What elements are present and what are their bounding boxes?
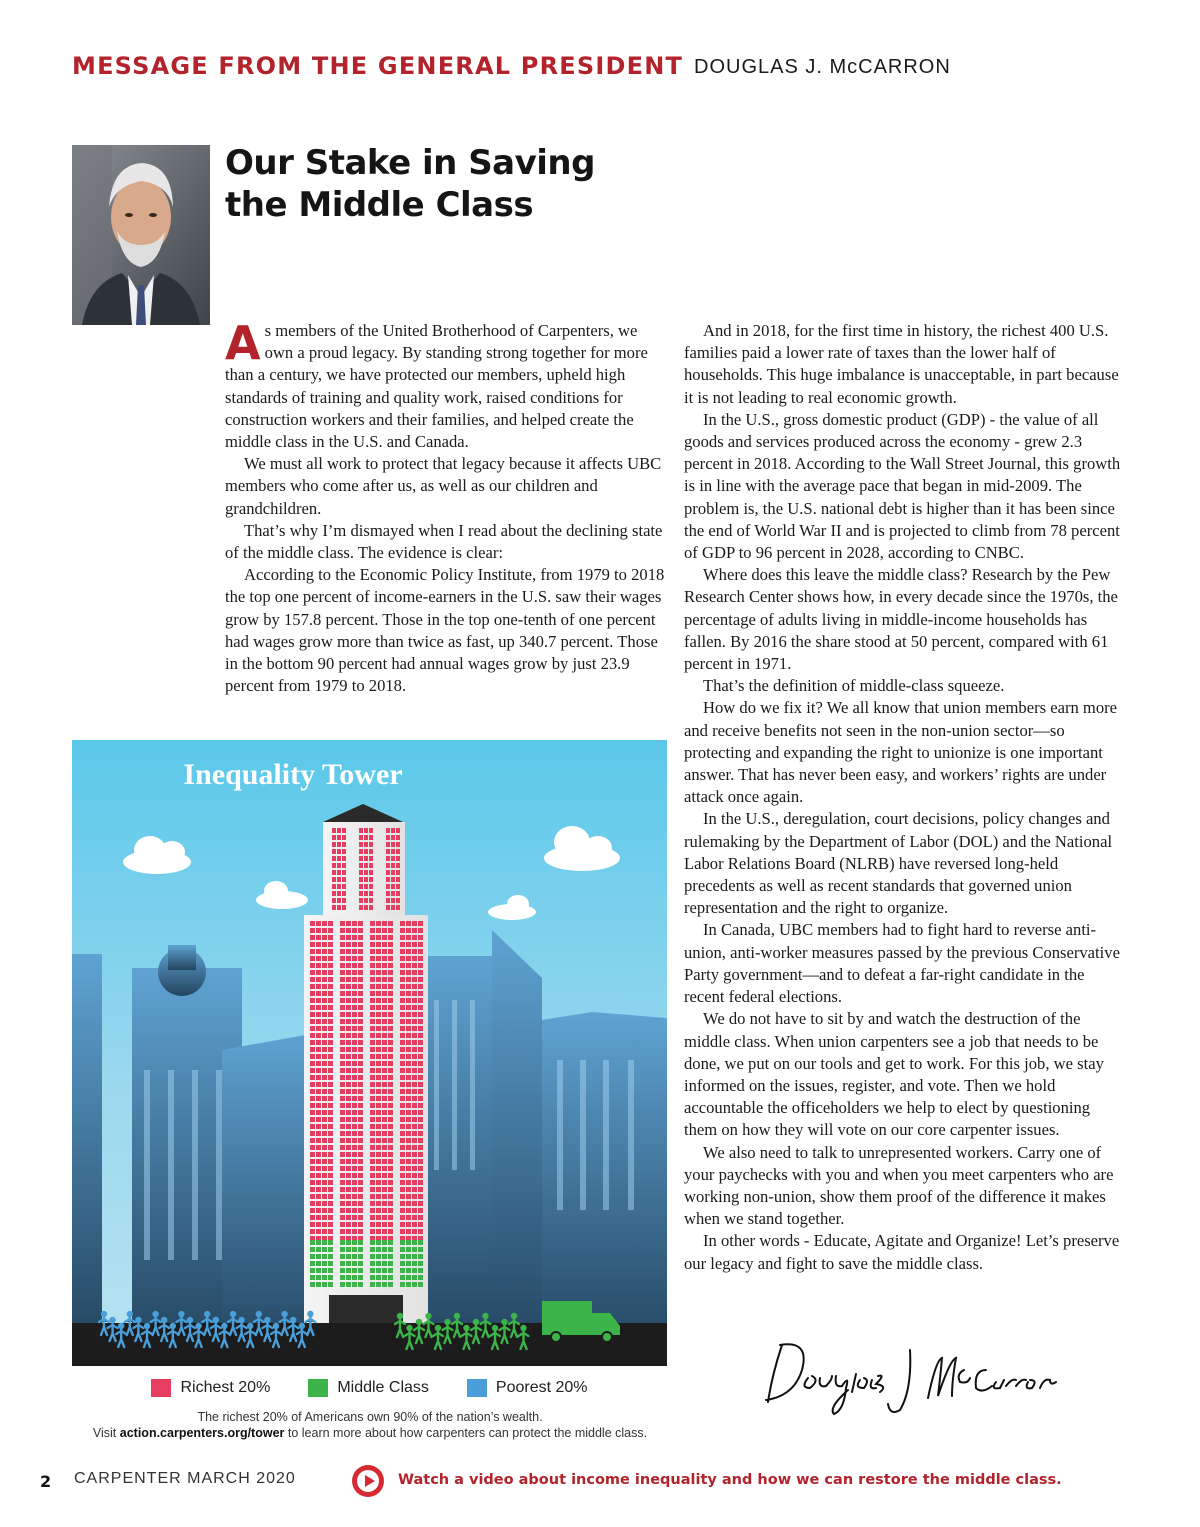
- tower-link[interactable]: action.carpenters.org/tower: [119, 1426, 285, 1440]
- paragraph: Where does this leave the middle class? Research by the Pew Research Center shows how, in every decade since the 1970s, the percentage of adults living in middle-income households has fallen. By 2016 the share stood at 50 percent, compared with 61 percent in 1971.: [684, 565, 1118, 674]
- legend-label: Richest 20%: [180, 1379, 271, 1396]
- legend-swatch-poorest: [467, 1379, 487, 1397]
- paragraph: We do not have to sit by and watch the destruction of the middle class. When union carpenters see a job that needs to be done, we put on our tools and get to work. For this job, we stay informed on the issues, register, and vote. Then we hold accountable the officeholders we help to elect by questioning them on how they will vote on our core carpenter issues.: [684, 1009, 1104, 1140]
- paragraph: According to the Economic Policy Institute, from 1979 to 2018 the top one percent of income-earners in the U.S. saw their wages grow by 157.8 percent. Those in the top one-tenth of one percent had wages grow more than twice as fast, up 340.7 percent. Those in the bottom 90 percent had annual wages grow by just 23.9 percent from 1979 to 2018.: [225, 565, 665, 696]
- paragraph: We also need to talk to unrepresented workers. Carry one of your paychecks with you and when you meet carpenters who are working non-union, show them proof of the difference it makes when we stand together.: [684, 1142, 1114, 1229]
- paragraph: In the U.S., deregulation, court decisions, policy changes and rulemaking by the Department of Labor (DOL) and the National Labor Relations Board (NLRB) have reversed long-held precedents as well as recent standards that governed union representation and the right to organize.: [684, 809, 1113, 918]
- legend-label: Poorest 20%: [495, 1379, 588, 1396]
- drop-cap: A: [225, 316, 261, 370]
- caption-line-1: The richest 20% of Americans own 90% of the nation’s wealth.: [197, 1410, 543, 1424]
- infographic-caption: [60, 1409, 680, 1441]
- video-link[interactable]: Watch a video about income inequality and how we can restore the middle class.: [398, 1472, 1062, 1488]
- paragraph: How do we fix it? We all know that union members earn more and receive benefits not seen in the non-union sector—so protecting and expanding the right to unionize is one important answer. That has never been easy, and workers’ rights are under attack once again.: [684, 698, 1118, 807]
- infographic-legend: [72, 1379, 667, 1397]
- paragraph: We must all work to protect that legacy because it affects UBC members who come after us, as well as our children and grandchildren.: [225, 454, 662, 518]
- author-name: DOUGLAS J. McCARRON: [694, 56, 951, 78]
- paragraph: In other words - Educate, Agitate and Organize! Let’s preserve our legacy and fight to save the middle class.: [684, 1231, 1120, 1273]
- title-line-1: Our Stake in Saving: [225, 143, 595, 183]
- title-line-2: the Middle Class: [225, 185, 534, 225]
- paragraph: And in 2018, for the first time in history, the richest 400 U.S. families paid a lower rate of taxes than the lower half of households. This huge imbalance is unacceptable, in part because it is not leading to real economic growth.: [684, 321, 1119, 407]
- infographic-title: Inequality Tower: [183, 758, 403, 791]
- legend-swatch-middle: [308, 1379, 328, 1397]
- legend-swatch-richest: [151, 1379, 171, 1397]
- play-icon[interactable]: [352, 1465, 384, 1497]
- magazine-issue: CARPENTER MARCH 2020: [74, 1470, 296, 1487]
- body-column-left: [225, 316, 665, 697]
- paragraph: As members of the United Brotherhood of Carpenters, we own a proud legacy. By standing strong together for more than a century, we have protected our members, upheld high standards of training and quality work, raised conditions for construction workers and their families, and helped create the middle class in the U.S. and Canada.: [225, 316, 648, 452]
- page-number: 2: [40, 1472, 52, 1491]
- section-heading: MESSAGE FROM THE GENERAL PRESIDENT: [72, 52, 684, 80]
- paragraph: In the U.S., gross domestic product (GDP) - the value of all goods and services produced across the economy - grew 2.3 percent in 2018. According to the Wall Street Journal, this growth is in line with the average pace that began in mid-2009. The problem is, the U.S. national debt is higher than it has been since the end of World War II and is projected to climb from 78 percent of GDP to 96 percent in 2028, according to CNBC.: [684, 409, 1121, 563]
- author-portrait: [72, 145, 210, 325]
- paragraph: In Canada, UBC members had to fight hard to reverse anti-union, anti-worker measures passed by the previous Conservative Party government—and to defeat a far-right candidate in the recent federal elections.: [684, 920, 1120, 1007]
- legend-item-poorest: [467, 1379, 588, 1397]
- caption-line-2: Visit action.carpenters.org/tower to learn more about how carpenters can protect the middle class.: [92, 1426, 648, 1440]
- article-title: [225, 142, 645, 226]
- signature: [760, 1330, 1060, 1420]
- paragraph: That’s why I’m dismayed when I read about the declining state of the middle class. The evidence is clear:: [225, 520, 663, 563]
- body-column-right: [684, 320, 1127, 1275]
- paragraph: That’s the definition of middle-class squeeze.: [703, 676, 1005, 696]
- legend-item-middle: [308, 1379, 429, 1397]
- legend-item-richest: [151, 1379, 270, 1397]
- legend-label: Middle Class: [337, 1379, 429, 1396]
- inequality-tower-infographic: [72, 740, 667, 1366]
